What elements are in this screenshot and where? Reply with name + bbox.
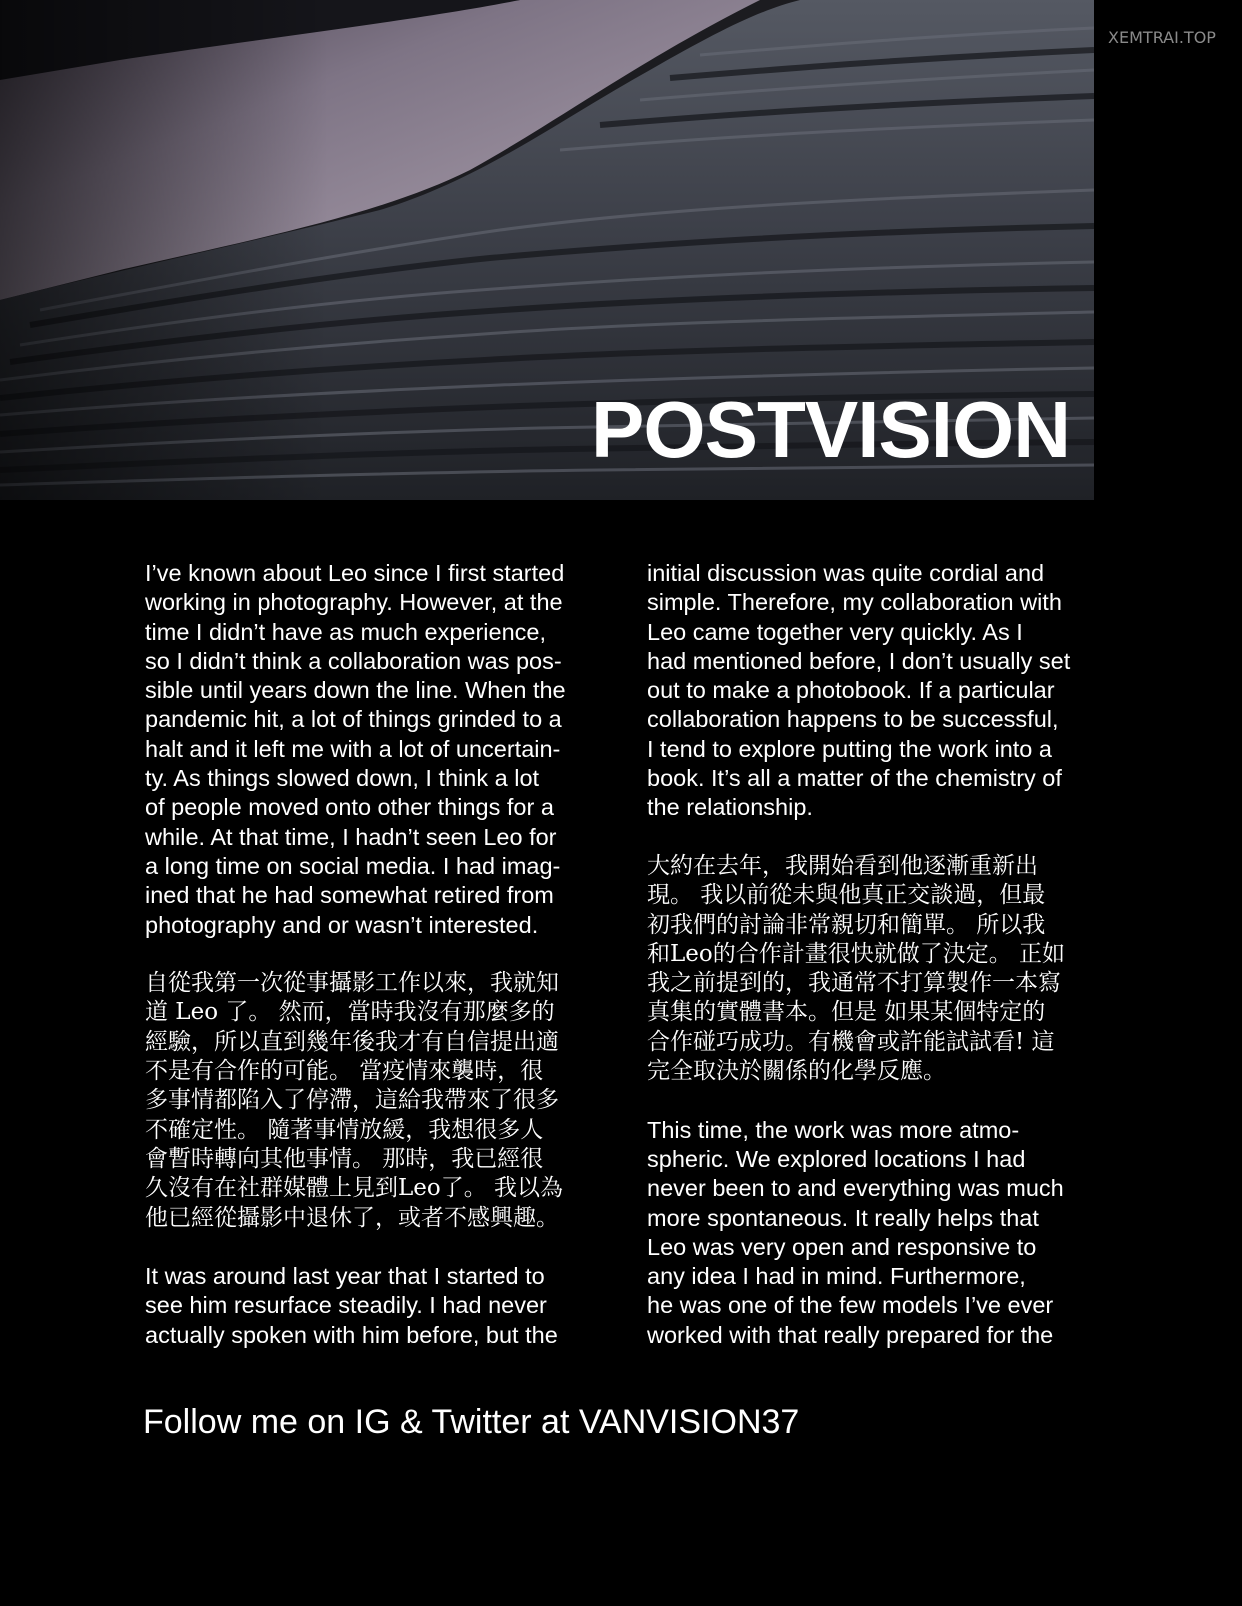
- paragraph-zh: 自從我第一次從事攝影工作以來，我就知 道 Leo 了。 然而，當時我沒有那麼多的 經驗，所以直到幾年後我才有自信提出適 不是有合作的可能。 當疫情來襲時，很 多事情都陷入了停滯，這給我帶來了很多 不確定性。 隨著事情放緩，我想很多人 會暫時轉向其他事情。 那時，我已經很 久沒有在社群媒體上見到Leo了。 我以為 他已經從攝影中退休了，或者不感興趣。: [145, 970, 564, 1231]
- watermark: XEMTRAI.TOP: [1108, 28, 1216, 47]
- social-follow-text: Follow me on IG & Twitter at VANVISION37: [143, 1403, 800, 1441]
- paragraph-en: I’ve known about Leo since I first started working in photography. However, at the time I didn’t have as much experience, so I didn’t think a collaboration was pos- sible until years down the line. When the pandemic hit, a lot of things grinded to a halt and it left me with a lot of uncertain- ty. As things slowed down, I think a lot of people moved onto other things for a while. At that time, I hadn’t seen Leo for a long time on social media. I had imag- ined that he had somewhat retired from photography and or wasn’t interested.: [145, 560, 566, 938]
- hero-photo: [0, 0, 1094, 500]
- paragraph-zh: 大約在去年，我開始看到他逐漸重新出 現。 我以前從未與他真正交談過，但最 初我們的討論非常親切和簡單。 所以我 和Leo的合作計畫很快就做了決定。 正如 我之前提到的，我通常不打算製作一本寫 真集的實體書本。但是 如果某個特定的 合作碰巧成功。有機會或許能試試看! 這 完全取決於關係的化學反應。: [647, 852, 1066, 1085]
- article-column-left: [145, 559, 595, 1350]
- paragraph-en: It was around last year that I started to see him resurface steadily. I had never actually spoken with him before, but the: [145, 1263, 558, 1348]
- article-column-right: [647, 559, 1097, 1350]
- paragraph-en: initial discussion was quite cordial and simple. Therefore, my collaboration with Leo came together very quickly. As I had mentioned before, I don’t usually set out to make a photobook. If a particular collaboration happens to be successful, I tend to explore putting the work into a book. It’s all a matter of the chemistry of the relationship.: [647, 560, 1071, 821]
- article-title: POSTVISION: [591, 385, 1070, 474]
- paragraph-en: This time, the work was more atmo- spheric. We explored locations I had never been to and everything was much more spontaneous. It really helps that Leo was very open and responsive to any idea I had in mind. Furthermore, he was one of the few models I’ve ever worked with that really prepared for the: [647, 1116, 1064, 1348]
